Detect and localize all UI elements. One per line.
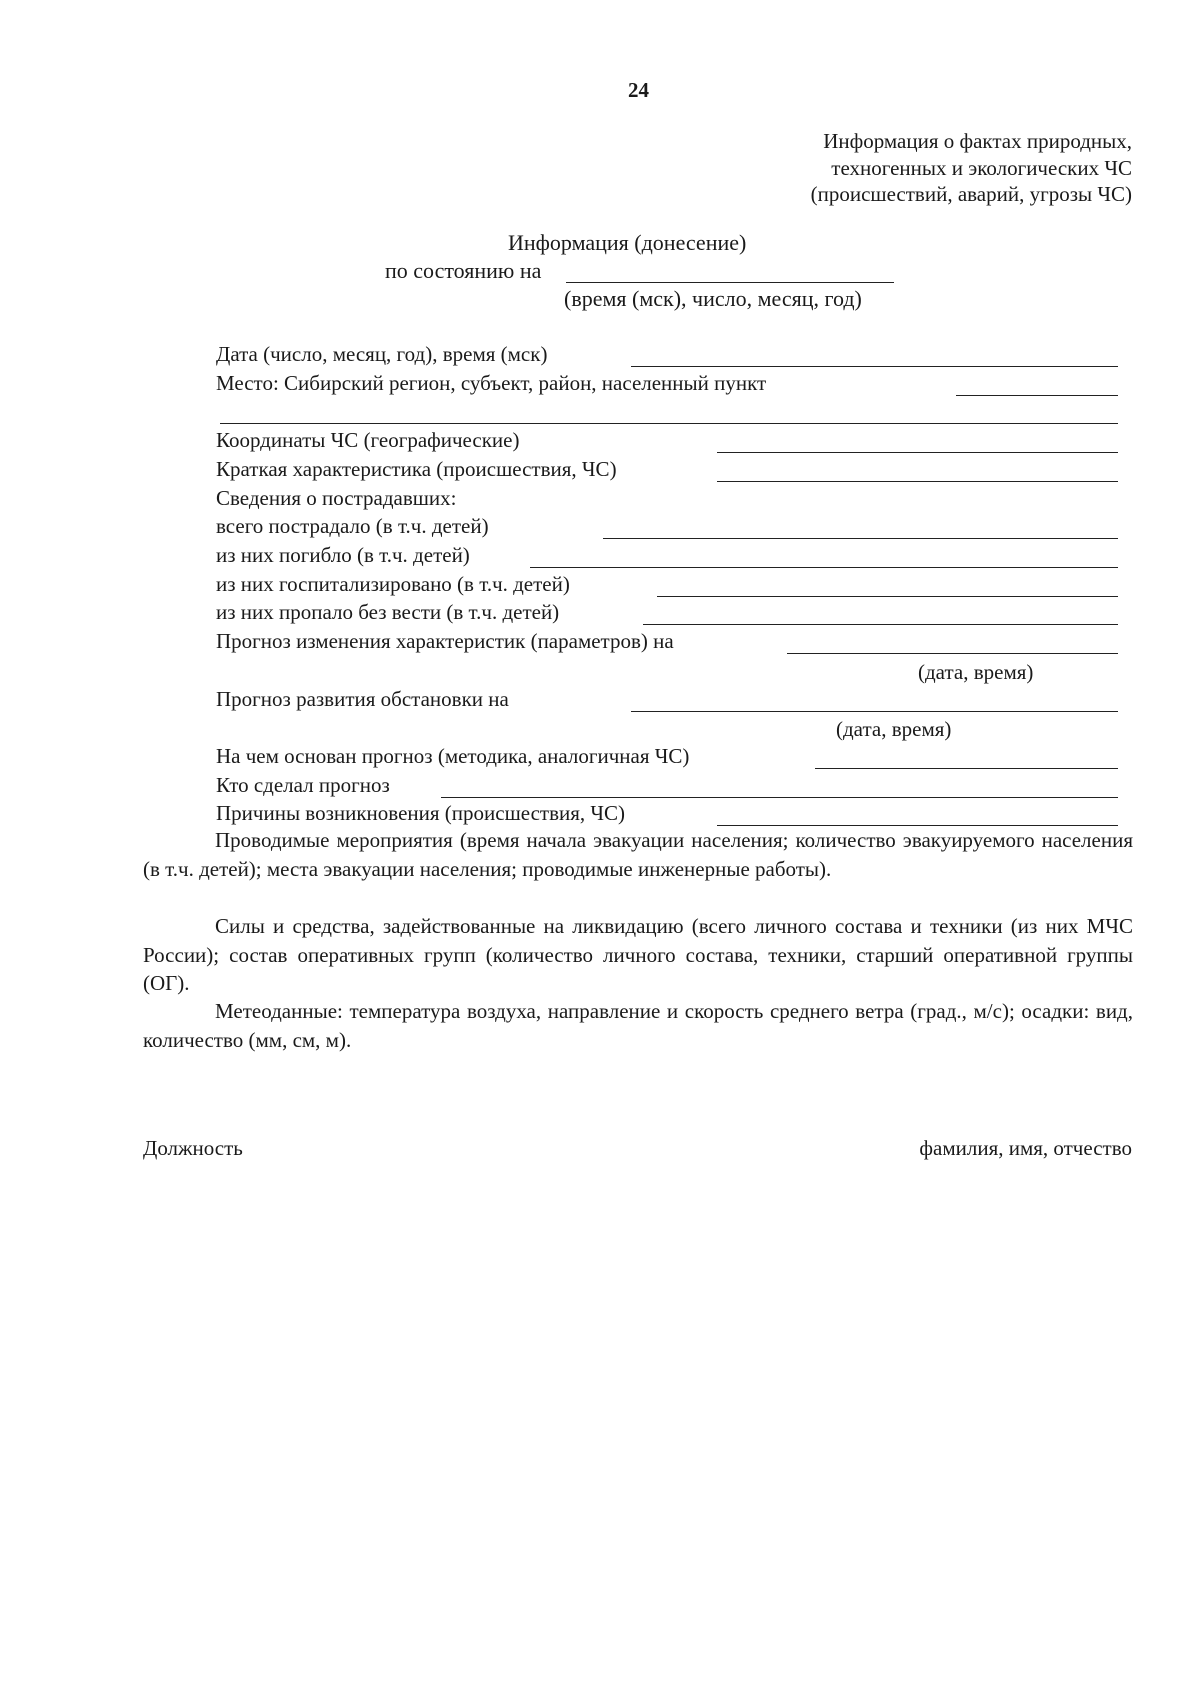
field-forecast-situation-hint: (дата, время) [836, 717, 952, 741]
field-forecast-author-line [441, 797, 1118, 798]
field-coords-label: Координаты ЧС (географические) [216, 428, 520, 452]
signature-name: фамилия, имя, отчество [919, 1136, 1132, 1160]
paragraph-measures: Проводимые мероприятия (время начала эвакуации населения; количество эвакуируемого населения (в т.ч. детей); места эвакуации населения; проводимые инженерные работы). [143, 828, 1133, 881]
field-date-label: Дата (число, месяц, год), время (мск) [216, 342, 548, 366]
field-forecast-basis-label: На чем основан прогноз (методика, аналогичная ЧС) [216, 744, 690, 768]
state-hint: (время (мск), число, месяц, год) [564, 286, 862, 311]
field-victims-hospital-line [657, 596, 1118, 597]
field-place-line2 [220, 423, 1118, 424]
field-place-label: Место: Сибирский регион, субъект, район, населенный пункт [216, 371, 767, 395]
field-coords-line [717, 452, 1118, 453]
header-note-line2: техногенных и экологических ЧС [831, 156, 1132, 180]
field-victims-missing-label: из них пропало без вести (в т.ч. детей) [216, 600, 560, 624]
field-place-line [956, 395, 1118, 396]
field-forecast-params-label: Прогноз изменения характеристик (параметров) на [216, 629, 674, 653]
field-victims-dead-line [530, 567, 1118, 568]
field-brief-label: Краткая характеристика (происшествия, ЧС) [216, 457, 617, 481]
field-victims-hospital-label: из них госпитализировано (в т.ч. детей) [216, 572, 570, 596]
page-number: 24 [628, 78, 649, 102]
field-forecast-situation-line [631, 711, 1118, 712]
field-forecast-author-label: Кто сделал прогноз [216, 773, 390, 797]
field-date-line [631, 366, 1118, 367]
field-forecast-params-hint: (дата, время) [918, 660, 1034, 684]
field-forecast-situation-label: Прогноз развития обстановки на [216, 687, 509, 711]
state-label: по состоянию на [385, 258, 542, 283]
paragraph-meteo: Метеоданные: температура воздуха, направление и скорость среднего ветра (град., м/с); осадки: вид, количество (мм, см, м). [143, 999, 1133, 1052]
paragraph-forces: Силы и средства, задействованные на ликвидацию (всего личного состава и техники (из них МЧС России); состав оперативных групп (количество личного состава, техники, старший оперативной группы (ОГ). [143, 914, 1133, 995]
victims-header: Сведения о пострадавших: [216, 486, 457, 510]
field-forecast-params-line [787, 653, 1118, 654]
signature-position: Должность [143, 1136, 243, 1160]
header-note-line3: (происшествий, аварий, угрозы ЧС) [810, 182, 1132, 206]
field-victims-missing-line [643, 624, 1118, 625]
field-brief-line [717, 481, 1118, 482]
field-causes-label: Причины возникновения (происшествия, ЧС) [216, 801, 626, 825]
field-forecast-basis-line [815, 768, 1118, 769]
field-victims-dead-label: из них погибло (в т.ч. детей) [216, 543, 470, 567]
header-note-line1: Информация о фактах природных, [823, 129, 1132, 153]
field-victims-total-label: всего пострадало (в т.ч. детей) [216, 514, 489, 538]
field-victims-total-line [603, 538, 1118, 539]
report-heading: Информация (донесение) [508, 230, 747, 255]
state-field-line [566, 282, 894, 283]
